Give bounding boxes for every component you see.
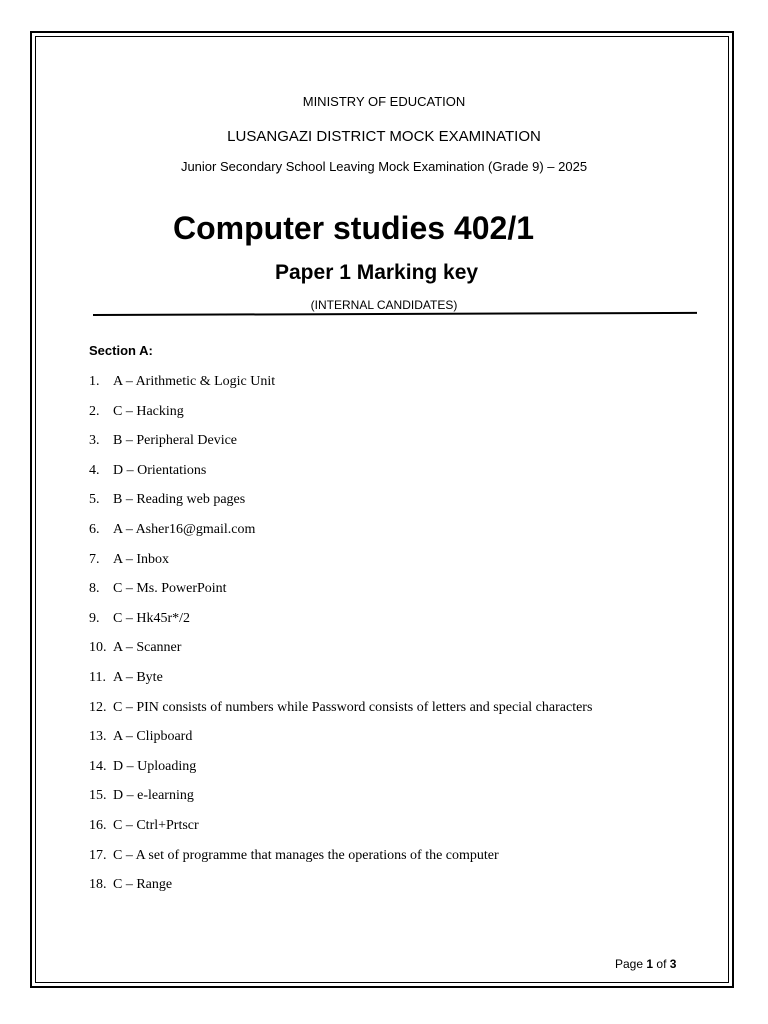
- answer-number: 2.: [89, 403, 100, 419]
- answer-text: C – Ms. PowerPoint: [113, 581, 227, 597]
- answer-text: A – Asher16@gmail.com: [113, 521, 256, 537]
- answer-item: [89, 875, 603, 894]
- paper-title: Paper 1 Marking key: [275, 261, 479, 284]
- answer-item: [89, 786, 603, 805]
- answer-text: C – Range: [113, 877, 173, 893]
- answer-number: 18.: [89, 877, 107, 893]
- answer-text: A – Byte: [113, 669, 163, 685]
- answer-number: 6.: [89, 521, 100, 537]
- answer-item: [89, 846, 603, 865]
- answer-number: 5.: [89, 492, 100, 508]
- answer-text: C – PIN consists of numbers while Password consists of letters and special characters: [113, 699, 593, 715]
- section-a-title: Section A:: [89, 343, 153, 358]
- candidates-label: (INTERNAL CANDIDATES): [310, 298, 458, 312]
- of-word: of: [656, 957, 667, 971]
- answer-text: D – e-learning: [113, 788, 194, 804]
- answer-item: [89, 727, 603, 746]
- answer-text: B – Reading web pages: [113, 492, 246, 508]
- district-heading: LUSANGAZI DISTRICT MOCK EXAMINATION: [227, 128, 541, 145]
- answer-number: 9.: [89, 610, 100, 626]
- page-number: [615, 957, 676, 971]
- answer-number: 3.: [89, 433, 100, 449]
- subject-title: Computer studies 402/1: [173, 210, 534, 246]
- answer-item: [89, 579, 603, 598]
- answer-text: D – Uploading: [113, 758, 197, 774]
- answer-number: 4.: [89, 462, 100, 478]
- answer-number: 8.: [89, 581, 100, 597]
- ministry-heading: MINISTRY OF EDUCATION: [302, 94, 466, 109]
- answer-number: 14.: [89, 758, 107, 774]
- answer-text: C – Ctrl+Prtscr: [113, 817, 199, 833]
- answer-text: D – Orientations: [113, 462, 207, 478]
- answer-number: 1.: [89, 374, 100, 389]
- answer-item: [89, 757, 603, 776]
- answer-item: [89, 609, 603, 628]
- answer-item: [89, 638, 603, 657]
- answer-item: [89, 698, 603, 717]
- answer-text: C – Hacking: [113, 403, 184, 419]
- answer-item: [89, 550, 603, 569]
- page-word: Page: [615, 957, 644, 971]
- answer-text: C – A set of programme that manages the operations of the computer: [113, 847, 499, 863]
- answer-item: [89, 372, 603, 391]
- answer-text: A – Clipboard: [113, 729, 193, 745]
- answer-number: 17.: [89, 847, 107, 863]
- answer-item: [89, 402, 603, 421]
- answer-list: [89, 372, 603, 905]
- answer-text: C – Hk45r*/2: [113, 610, 190, 626]
- answer-item: [89, 668, 603, 687]
- answer-text: A – Inbox: [113, 551, 169, 567]
- exam-heading: Junior Secondary School Leaving Mock Examination (Grade 9) – 2025: [180, 159, 588, 174]
- answer-item: [89, 520, 603, 539]
- page-total: 3: [669, 957, 677, 971]
- answer-text: B – Peripheral Device: [113, 433, 238, 449]
- answer-number: 16.: [89, 817, 107, 833]
- answer-number: 12.: [89, 699, 107, 715]
- answer-item: [89, 490, 603, 509]
- answer-text: A – Arithmetic & Logic Unit: [113, 374, 276, 389]
- answer-number: 10.: [89, 640, 107, 656]
- answer-item: [89, 816, 603, 835]
- answer-number: 11.: [89, 669, 106, 685]
- page-current: 1: [646, 957, 654, 971]
- answer-text: A – Scanner: [113, 640, 182, 656]
- answer-number: 7.: [89, 551, 100, 567]
- answer-item: [89, 461, 603, 480]
- answer-item: [89, 431, 603, 450]
- answer-number: 15.: [89, 788, 107, 804]
- answer-number: 13.: [89, 729, 107, 745]
